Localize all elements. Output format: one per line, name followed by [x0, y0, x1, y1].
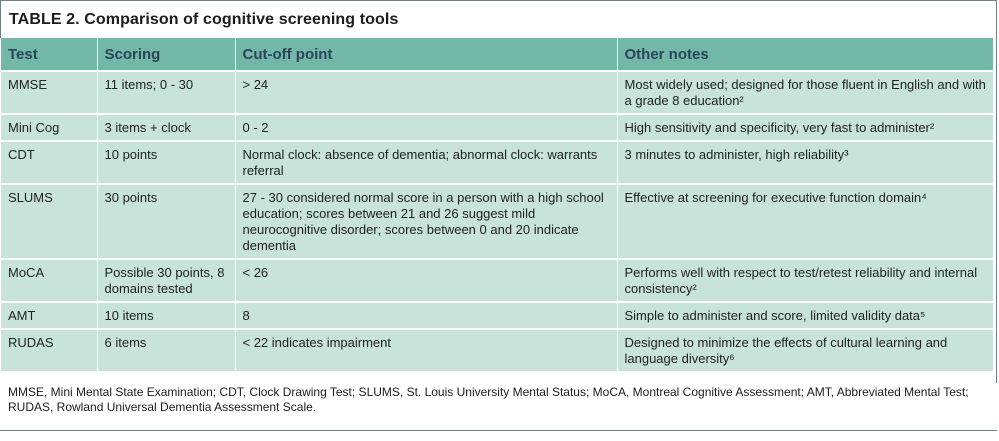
cell-scoring: 30 points: [97, 184, 235, 259]
bottom-rule: [0, 430, 997, 431]
cell-scoring: 3 items + clock: [97, 114, 235, 141]
cell-notes: Simple to administer and score, limited validity data⁵: [617, 302, 993, 329]
cell-test: SLUMS: [1, 184, 97, 259]
cell-cutoff: < 26: [235, 259, 617, 302]
cell-cutoff: Normal clock: absence of dementia; abnormal clock: warrants referral: [235, 141, 617, 184]
table-row: [1, 302, 993, 329]
cell-scoring: 6 items: [97, 329, 235, 372]
table-row: [1, 184, 993, 259]
cell-notes: Effective at screening for executive function domain⁴: [617, 184, 993, 259]
table-row: [1, 71, 993, 114]
cell-notes: High sensitivity and specificity, very fast to administer²: [617, 114, 993, 141]
cell-cutoff: 0 - 2: [235, 114, 617, 141]
cell-scoring: 10 items: [97, 302, 235, 329]
cell-cutoff: < 22 indicates impairment: [235, 329, 617, 372]
right-rule: [996, 0, 997, 383]
cell-cutoff: > 24: [235, 71, 617, 114]
table-title: TABLE 2. Comparison of cognitive screening tools: [9, 11, 399, 28]
cell-cutoff: 27 - 30 considered normal score in a person with a high school education; scores between 21 and 26 suggest mild neurocognitive disorder; scores between 0 and 20 indicate dementia: [235, 184, 617, 259]
cell-notes: Performs well with respect to test/retest reliability and internal consistency²: [617, 259, 993, 302]
cell-scoring: 10 points: [97, 141, 235, 184]
cell-scoring: Possible 30 points, 8 domains tested: [97, 259, 235, 302]
cell-notes: 3 minutes to administer, high reliability³: [617, 141, 993, 184]
table-row: [1, 141, 993, 184]
cell-test: AMT: [1, 302, 97, 329]
header-scoring: Scoring: [97, 38, 235, 71]
title-bar: [0, 0, 997, 38]
header-notes: Other notes: [617, 38, 993, 71]
cell-test: Mini Cog: [1, 114, 97, 141]
table-footnote: MMSE, Mini Mental State Examination; CDT, Clock Drawing Test; SLUMS, St. Louis University Mental Status; MoCA, Montreal Cognitive Assessment; AMT, Abbreviated Mental Test; RUDAS, Rowland Universal Dementia Assessment Scale.: [8, 385, 969, 414]
cell-test: CDT: [1, 141, 97, 184]
header-test: Test: [1, 38, 97, 71]
table-row: [1, 259, 993, 302]
cell-cutoff: 8: [235, 302, 617, 329]
table-row: [1, 329, 993, 372]
cell-notes: Designed to minimize the effects of cultural learning and language diversity⁶: [617, 329, 993, 372]
cell-notes: Most widely used; designed for those fluent in English and with a grade 8 education²: [617, 71, 993, 114]
header-cutoff: Cut-off point: [235, 38, 617, 71]
cell-test: RUDAS: [1, 329, 97, 372]
cell-test: MMSE: [1, 71, 97, 114]
cell-test: MoCA: [1, 259, 97, 302]
header-row: [1, 38, 993, 71]
table-row: [1, 114, 993, 141]
cell-scoring: 11 items; 0 - 30: [97, 71, 235, 114]
comparison-table: [1, 38, 993, 373]
